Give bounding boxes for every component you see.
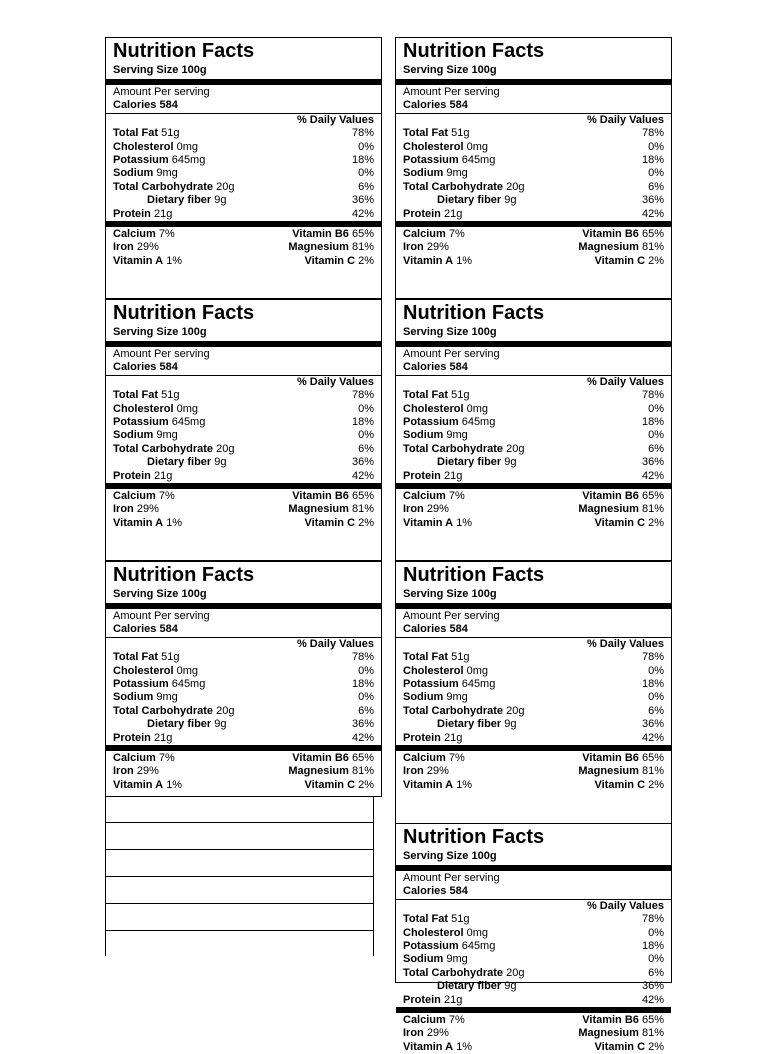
nutrient-row: Dietary fiber 9g 36%	[147, 456, 374, 469]
nutrient-row: Dietary fiber 9g 36%	[147, 718, 374, 731]
thick-divider	[396, 221, 671, 227]
divider-line	[106, 903, 373, 904]
nutrient-row: Total Carbohydrate 20g 6%	[113, 442, 374, 455]
vitamin-list	[396, 228, 671, 268]
nutrient-list	[106, 127, 381, 221]
vitamin-row: Vitamin A 1% Vitamin C 2%	[113, 254, 374, 267]
vitamin-row: Calcium 7% Vitamin B6 65%	[403, 228, 664, 241]
label-title: Nutrition Facts	[403, 302, 545, 324]
daily-values-header: % Daily Values	[296, 113, 374, 126]
nutrient-row: Protein 21g 42%	[113, 731, 374, 744]
serving-size: Serving Size 100g	[403, 588, 497, 600]
nutrient-row: Dietary fiber 9g 36%	[437, 980, 664, 993]
calories-row: Calories 584	[403, 623, 468, 636]
amount-per-serving: Amount Per serving	[403, 610, 500, 622]
nutrient-row: Potassium 645mg 18%	[403, 940, 664, 953]
vitamin-row: Vitamin A 1% Vitamin C 2%	[113, 778, 374, 791]
label-title: Nutrition Facts	[403, 826, 545, 848]
vitamin-list	[396, 752, 671, 792]
daily-values-header: % Daily Values	[586, 899, 664, 912]
vitamin-row: Calcium 7% Vitamin B6 65%	[403, 752, 664, 765]
calories-row: Calories 584	[403, 361, 468, 374]
label-title: Nutrition Facts	[113, 564, 255, 586]
nutrition-label	[395, 299, 672, 561]
nutrient-row: Sodium 9mg 0%	[403, 691, 664, 704]
thick-divider	[106, 221, 381, 227]
vitamin-row: Iron 29% Magnesium 81%	[113, 503, 374, 516]
nutrient-row: Cholesterol 0mg 0%	[403, 402, 664, 415]
vitamin-row: Iron 29% Magnesium 81%	[403, 503, 664, 516]
calories-row: Calories 584	[403, 99, 468, 112]
nutrient-row: Potassium 645mg 18%	[113, 678, 374, 691]
thick-divider	[396, 483, 671, 489]
vitamin-list	[396, 490, 671, 530]
label-title: Nutrition Facts	[403, 564, 545, 586]
nutrient-list	[396, 913, 671, 1007]
nutrient-row: Potassium 645mg 18%	[113, 416, 374, 429]
nutrition-label	[105, 37, 382, 299]
nutrient-row: Dietary fiber 9g 36%	[147, 194, 374, 207]
vitamin-row: Iron 29% Magnesium 81%	[403, 241, 664, 254]
vitamin-row: Vitamin A 1% Vitamin C 2%	[403, 1040, 664, 1053]
thick-divider	[106, 745, 381, 751]
nutrient-row: Cholesterol 0mg 0%	[113, 402, 374, 415]
calories-row: Calories 584	[113, 361, 178, 374]
nutrient-row: Total Carbohydrate 20g 6%	[113, 704, 374, 717]
nutrient-row: Total Carbohydrate 20g 6%	[403, 442, 664, 455]
vitamin-row: Iron 29% Magnesium 81%	[113, 241, 374, 254]
amount-per-serving: Amount Per serving	[403, 348, 500, 360]
nutrient-row: Protein 21g 42%	[403, 993, 664, 1006]
amount-per-serving: Amount Per serving	[113, 86, 210, 98]
nutrient-row: Dietary fiber 9g 36%	[437, 456, 664, 469]
nutrient-row: Total Fat 51g 78%	[403, 389, 664, 402]
vitamin-row: Iron 29% Magnesium 81%	[403, 1027, 664, 1040]
calories-row: Calories 584	[113, 623, 178, 636]
divider-line	[106, 822, 373, 823]
serving-size: Serving Size 100g	[113, 588, 207, 600]
nutrient-list	[396, 651, 671, 745]
daily-values-header: % Daily Values	[586, 113, 664, 126]
nutrient-row: Dietary fiber 9g 36%	[437, 194, 664, 207]
nutrition-label	[395, 37, 672, 299]
amount-per-serving: Amount Per serving	[113, 610, 210, 622]
thick-divider	[396, 745, 671, 751]
divider-line	[106, 849, 373, 850]
thick-divider	[106, 483, 381, 489]
divider-line	[106, 930, 373, 931]
nutrient-row: Total Fat 51g 78%	[113, 389, 374, 402]
nutrient-row: Total Carbohydrate 20g 6%	[403, 966, 664, 979]
daily-values-header: % Daily Values	[296, 375, 374, 388]
nutrient-row: Dietary fiber 9g 36%	[437, 718, 664, 731]
blank-label-area	[105, 796, 374, 956]
vitamin-row: Calcium 7% Vitamin B6 65%	[113, 752, 374, 765]
vitamin-row: Vitamin A 1% Vitamin C 2%	[403, 778, 664, 791]
vitamin-list	[106, 752, 381, 792]
label-title: Nutrition Facts	[113, 302, 255, 324]
nutrient-row: Protein 21g 42%	[113, 469, 374, 482]
thick-divider	[396, 1007, 671, 1013]
vitamin-row: Vitamin A 1% Vitamin C 2%	[113, 516, 374, 529]
nutrient-row: Total Fat 51g 78%	[113, 651, 374, 664]
serving-size: Serving Size 100g	[113, 64, 207, 76]
vitamin-row: Iron 29% Magnesium 81%	[113, 765, 374, 778]
nutrient-row: Protein 21g 42%	[403, 207, 664, 220]
label-title: Nutrition Facts	[113, 40, 255, 62]
vitamin-list	[396, 1014, 671, 1054]
nutrient-row: Sodium 9mg 0%	[113, 429, 374, 442]
vitamin-row: Calcium 7% Vitamin B6 65%	[403, 490, 664, 503]
vitamin-row: Vitamin A 1% Vitamin C 2%	[403, 516, 664, 529]
nutrient-row: Total Carbohydrate 20g 6%	[403, 704, 664, 717]
nutrient-row: Protein 21g 42%	[403, 731, 664, 744]
nutrient-row: Potassium 645mg 18%	[403, 154, 664, 167]
nutrient-row: Total Carbohydrate 20g 6%	[403, 180, 664, 193]
calories-row: Calories 584	[113, 99, 178, 112]
daily-values-header: % Daily Values	[586, 375, 664, 388]
nutrient-row: Protein 21g 42%	[113, 207, 374, 220]
nutrition-label	[105, 299, 382, 561]
calories-row: Calories 584	[403, 885, 468, 898]
vitamin-row: Calcium 7% Vitamin B6 65%	[113, 228, 374, 241]
nutrient-row: Sodium 9mg 0%	[113, 691, 374, 704]
divider-line	[106, 876, 373, 877]
amount-per-serving: Amount Per serving	[403, 86, 500, 98]
nutrient-row: Cholesterol 0mg 0%	[403, 926, 664, 939]
nutrient-row: Potassium 645mg 18%	[113, 154, 374, 167]
serving-size: Serving Size 100g	[403, 64, 497, 76]
vitamin-list	[106, 228, 381, 268]
serving-size: Serving Size 100g	[113, 326, 207, 338]
vitamin-row: Calcium 7% Vitamin B6 65%	[403, 1014, 664, 1027]
daily-values-header: % Daily Values	[586, 637, 664, 650]
vitamin-row: Iron 29% Magnesium 81%	[403, 765, 664, 778]
nutrient-row: Sodium 9mg 0%	[403, 167, 664, 180]
nutrition-label	[105, 561, 382, 797]
nutrient-row: Potassium 645mg 18%	[403, 678, 664, 691]
nutrition-label	[395, 823, 672, 1053]
nutrient-row: Cholesterol 0mg 0%	[113, 140, 374, 153]
nutrient-list	[396, 127, 671, 221]
nutrient-row: Sodium 9mg 0%	[113, 167, 374, 180]
daily-values-header: % Daily Values	[296, 637, 374, 650]
nutrient-row: Total Fat 51g 78%	[113, 127, 374, 140]
nutrient-row: Sodium 9mg 0%	[403, 429, 664, 442]
vitamin-list	[106, 490, 381, 530]
nutrient-row: Cholesterol 0mg 0%	[403, 664, 664, 677]
nutrient-list	[106, 651, 381, 745]
nutrition-label	[395, 561, 672, 824]
nutrient-row: Potassium 645mg 18%	[403, 416, 664, 429]
nutrient-list	[396, 389, 671, 483]
amount-per-serving: Amount Per serving	[113, 348, 210, 360]
nutrient-row: Total Fat 51g 78%	[403, 651, 664, 664]
vitamin-row: Vitamin A 1% Vitamin C 2%	[403, 254, 664, 267]
serving-size: Serving Size 100g	[403, 850, 497, 862]
nutrient-row: Sodium 9mg 0%	[403, 953, 664, 966]
vitamin-row: Calcium 7% Vitamin B6 65%	[113, 490, 374, 503]
nutrient-list	[106, 389, 381, 483]
amount-per-serving: Amount Per serving	[403, 872, 500, 884]
label-title: Nutrition Facts	[403, 40, 545, 62]
serving-size: Serving Size 100g	[403, 326, 497, 338]
nutrient-row: Protein 21g 42%	[403, 469, 664, 482]
nutrient-row: Cholesterol 0mg 0%	[403, 140, 664, 153]
nutrient-row: Total Carbohydrate 20g 6%	[113, 180, 374, 193]
nutrient-row: Cholesterol 0mg 0%	[113, 664, 374, 677]
nutrient-row: Total Fat 51g 78%	[403, 913, 664, 926]
nutrient-row: Total Fat 51g 78%	[403, 127, 664, 140]
